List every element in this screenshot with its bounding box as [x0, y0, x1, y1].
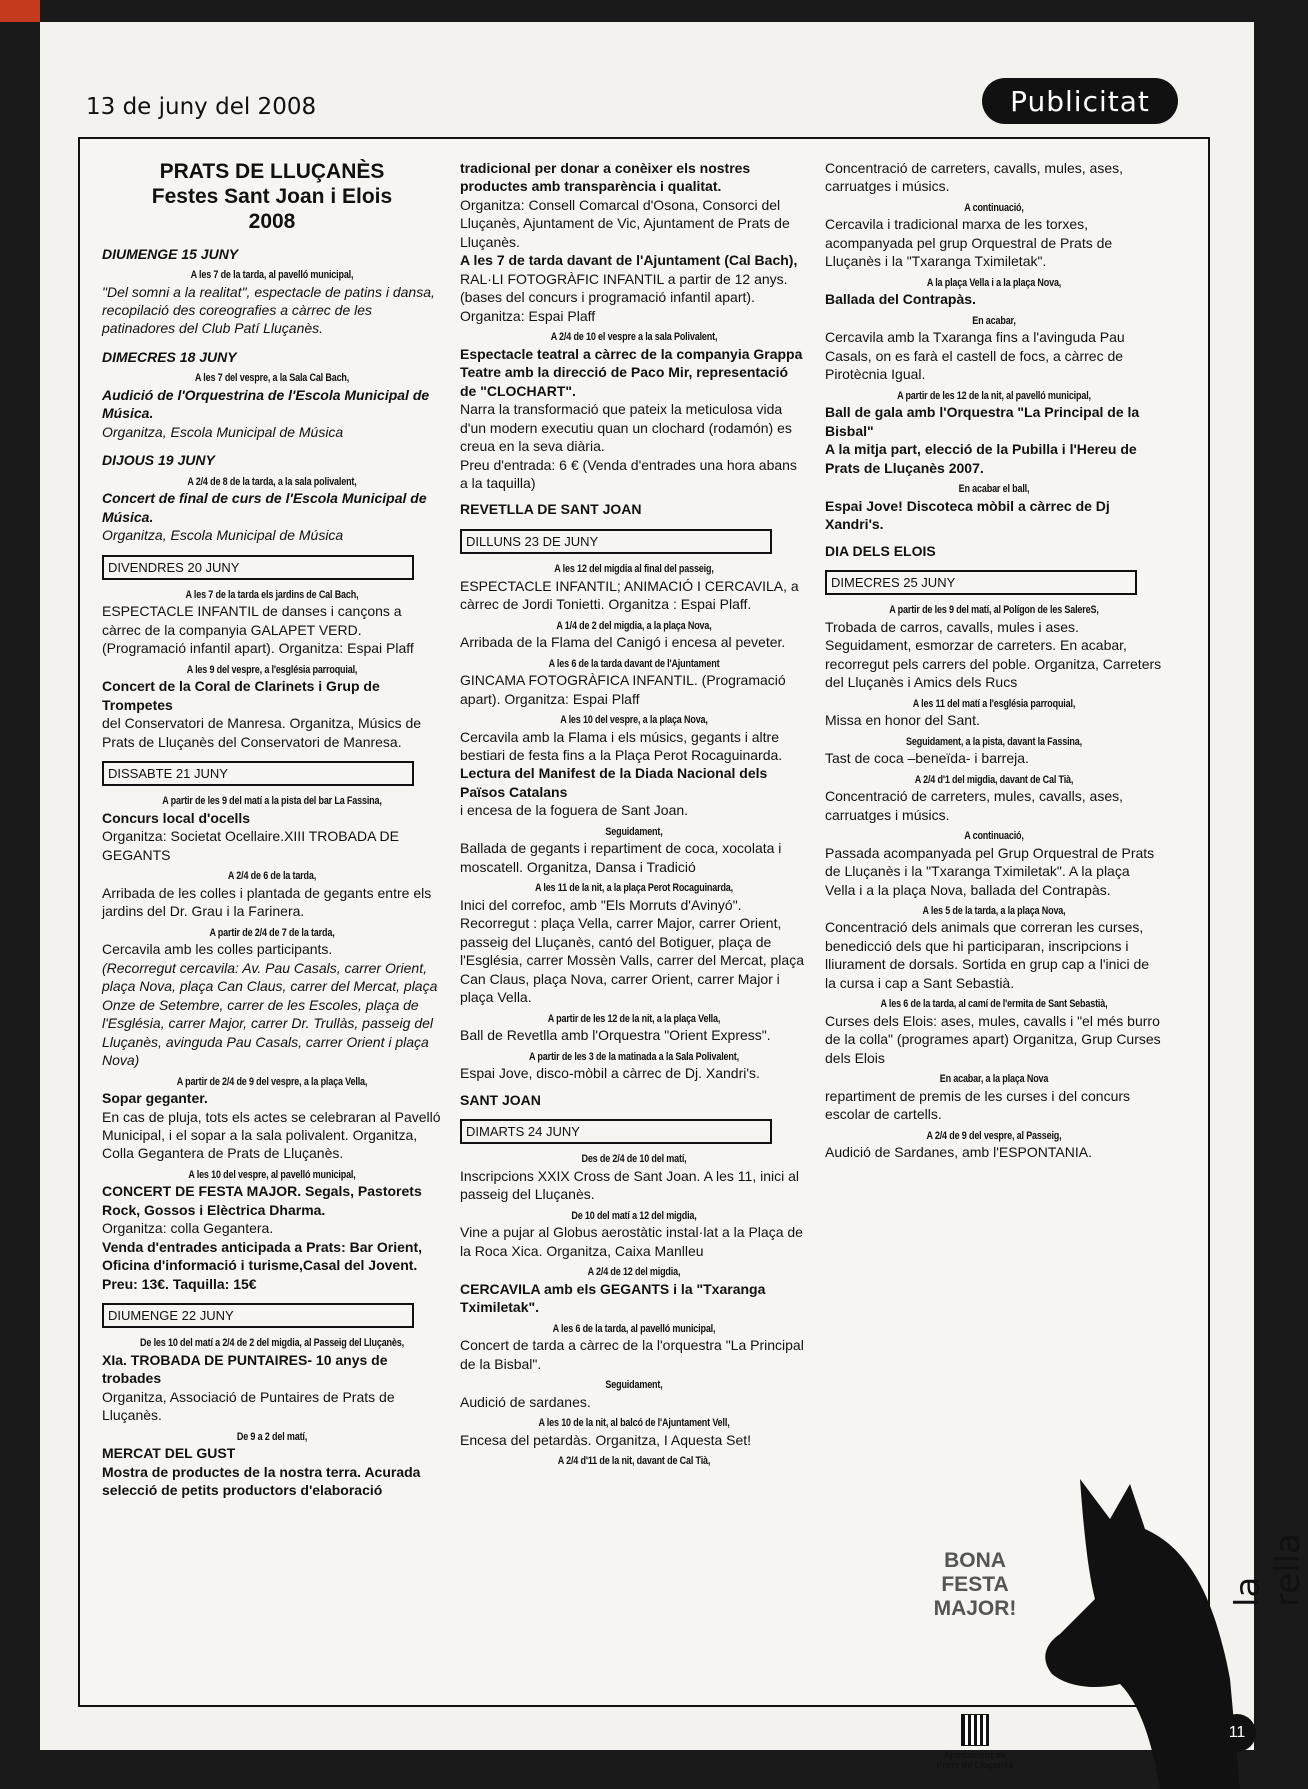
day-heading: DIJOUS 19 JUNY: [102, 452, 215, 469]
event-time: A les 7 del vespre, a la Sala Cal Bach,: [194, 372, 350, 385]
magazine-page: [40, 22, 1308, 1770]
event-time: A la plaça Vella i a la plaça Nova,: [926, 276, 1062, 289]
event-time: A les 7 de la tarda els jardins de Cal Bach,: [185, 588, 359, 601]
event-text: Trobada de carros, cavalls, mules i ases. Seguidament, esmorzar de carreters. En acabar, recorregut pels carrers del poble. Organitza, Carreters del Lluçanès i Amics dels Rucs: [825, 618, 1162, 691]
event-text: Organitza: colla Gegantera.: [102, 1220, 274, 1237]
event-text: repartiment de premis de les curses i del concurs escolar de cartells.: [825, 1087, 1131, 1123]
event-time: A partir de 2/4 de 7 de la tarda,: [209, 926, 335, 939]
event-text: Ball de Revetlla amb l'Orquestra "Orient Express".: [460, 1027, 771, 1044]
event-time: A les 11 del matí a l'església parroquial,: [912, 697, 1076, 710]
event-time: A 2/4 de 9 del vespre, al Passeig,: [926, 1129, 1062, 1142]
event-time: A 2/4 de 6 de la tarda,: [227, 870, 317, 883]
event-title: REVETLLA DE SANT JOAN: [460, 501, 642, 518]
council-logo: Ajuntament de Prats de Lluçanès: [925, 1714, 1025, 1770]
event-time: A 1/4 de 2 del migdia, a la plaça Nova,: [556, 619, 712, 632]
event-time: De 9 a 2 del matí,: [236, 1430, 308, 1443]
page-edge-mark: [0, 0, 40, 22]
event-time: A continuació,: [964, 201, 1024, 214]
event-time: A 2/4 de 10 el vespre a la sala Polivalent,: [550, 331, 718, 344]
event-time: A les 6 de la tarda, al pavelló municipal,: [552, 1322, 716, 1335]
event-time: A 2/4 de 12 del migdia,: [587, 1266, 681, 1279]
event-time: A les 10 del vespre, a la plaça Nova,: [560, 714, 708, 726]
event-title: Sopar geganter.: [102, 1090, 208, 1107]
event-text: (Recorregut cercavila: Av. Pau Casals, carrer Orient, plaça Nova, plaça Can Claus, carrer del Mercat, plaça Onze de Setembre, carrer de les Escoles, plaça de l'Església, carrer Major, carrer Dr. Trullàs, passeig del Lluçanès, avinguda Pau Casals, carrer Orient i plaça Nova): [102, 959, 438, 1069]
event-title: Concurs local d'ocells: [102, 809, 251, 826]
event-text: Curses dels Elois: ases, mules, cavalls i "el més burro de la colla" (programes apart) Organitza, Grup Curses dels Elois: [825, 1012, 1161, 1066]
event-text: Cercavila amb la Flama i els músics, gegants i altre bestiari de festa fins a la Plaça Perot Rocaguinarda.: [460, 728, 783, 763]
event-time: En acabar,: [972, 314, 1016, 327]
council-crest-icon: [961, 1714, 989, 1746]
event-time: A les 11 de la nit, a la plaça Perot Rocaguinarda,: [534, 882, 734, 895]
column-1: [102, 159, 442, 1500]
event-time: Seguidament,: [605, 1379, 663, 1392]
event-time: De les 10 del matí a 2/4 de 2 del migdia, al Passeig del Lluçanès,: [140, 1337, 404, 1350]
event-time: A les 12 del migdia al final del passeig,: [554, 563, 714, 576]
event-text: Arribada de les colles i plantada de gegants entre els jardins del Dr. Grau i la Farinera.: [102, 884, 432, 920]
event-title: DIA DELS ELOIS: [825, 542, 936, 559]
event-text: i encesa de la foguera de Sant Joan.: [460, 802, 689, 819]
event-time: A partir de les 9 del matí, al Polígon de les SalereS,: [889, 604, 1099, 617]
spacer: [460, 492, 808, 500]
event-title: CERCAVILA amb els GEGANTS i la "Txaranga Tximiletak".: [460, 1280, 766, 1316]
event-title: CONCERT DE FESTA MAJOR. Segals, Pastorets Rock, Gossos i Elèctrica Dharma.: [102, 1183, 422, 1218]
event-text: Tast de coca –beneïda- i barreja.: [825, 750, 1029, 767]
event-text: Concert de tarda a càrrec de la l'orquestra "La Principal de la Bisbal".: [460, 1337, 804, 1372]
event-title: A la mitja part, elecció de la Pubilla i l'Hereu de Prats de Lluçanès 2007.: [825, 441, 1137, 476]
event-text: Cercavila amb les colles participants.: [102, 941, 333, 958]
issue-date: 13 de juny del 2008: [86, 94, 317, 120]
event-time: A les 7 de la tarda, al pavelló municipal,: [190, 269, 354, 282]
column-2: [460, 159, 808, 1469]
festa-slogan: BONA FESTA MAJOR!: [933, 1549, 1017, 1621]
event-title: Espai Jove! Discoteca mòbil a càrrec de Dj Xandri's.: [825, 497, 1110, 533]
event-time: Seguidament, a la pista, davant la Fassina,: [906, 735, 1082, 748]
event-time: Des de 2/4 de 10 del matí,: [581, 1153, 687, 1166]
event-time: A les 10 del vespre, al pavelló municipal,: [188, 1168, 356, 1181]
event-time: A partir de les 3 de la matinada a la Sala Polivalent,: [529, 1050, 739, 1063]
event-text: Arribada de la Flama del Canigó i encesa al peveter.: [460, 634, 786, 651]
event-text: Concentració de carreters, mules, cavalls, ases, carruatges i músics.: [825, 788, 1124, 823]
day-heading-box: DIUMENGE 22 JUNY: [102, 1303, 414, 1328]
event-title: Ball de gala amb l'Orquestra "La Principal de la Bisbal": [825, 404, 1140, 439]
event-title: SANT JOAN: [460, 1091, 541, 1108]
event-text: GINCAMA FOTOGRÀFICA INFANTIL. (Programació apart). Organitza: Espai Plaff: [460, 672, 786, 707]
event-title: Ballada del Contrapàs.: [825, 291, 976, 308]
event-text: Inscripcions XXIX Cross de Sant Joan. A les 11, inici al passeig del Lluçanès.: [460, 1167, 800, 1203]
event-text: ESPECTACLE INFANTIL de danses i cançons a càrrec de la companyia GALAPET VERD. (Programació infantil apart). Organitza: Espai Plaff: [102, 603, 414, 657]
program-title: PRATS DE LLUÇANÈS Festes Sant Joan i Elois 2008: [151, 160, 393, 234]
event-text: Organitza, Associació de Puntaires de Prats de Lluçanès.: [102, 1388, 395, 1424]
event-text: Organitza: Consell Comarcal d'Osona, Consorci del Lluçanès, Ajuntament de Vic, Ajuntament de Prats de Lluçanès.: [460, 196, 790, 250]
day-heading-box: DIVENDRES 20 JUNY: [102, 555, 414, 580]
event-text: Organitza: Societat Ocellaire.XIII TROBADA DE GEGANTS: [102, 828, 399, 863]
event-time: A les 6 de la tarda davant de l'Ajuntament: [548, 657, 720, 670]
event-text: Concentració de carreters, cavalls, mules, ases, carruatges i músics.: [825, 160, 1124, 195]
day-heading-box: DIMARTS 24 JUNY: [460, 1119, 772, 1144]
event-title: XIa. TROBADA DE PUNTAIRES- 10 anys de trobades: [102, 1351, 388, 1387]
event-title: Lectura del Manifest de la Diada Nacional dels Països Catalans: [460, 765, 768, 800]
event-time: De 10 del matí a 12 del migdia,: [571, 1209, 697, 1222]
event-text: Inici del correfoc, amb "Els Morruts d'Avinyó". Recorregut : plaça Vella, carrer Major, carrer Orient, passeig del Lluçanès, cantó del Botiguer, plaça de l'Església, carrer Mossèn Valls, carrer del Mercat, plaça Can Claus, plaça Nova, carrer Orient, carrer Major i plaça Vella.: [460, 896, 804, 1006]
event-text: "Del somni a la realitat", espectacle de patins i dansa, recopilació des coreografies a càrrec de les patinadores del Club Patí Lluçanès.: [102, 283, 435, 337]
event-text: En cas de pluja, tots els actes se celebraran al Pavelló Municipal, i el sopar a la sala polivalent. Organitza, Colla Gegantera de Prats de Lluçanès.: [102, 1108, 441, 1162]
event-text: Concentració dels animals que correran les curses, benedicció dels que hi participaran, inscripcions i lliurament de dorsals. Sortida en grup cap a l'inici de la cursa i cap a Sant Sebastià.: [825, 919, 1150, 991]
event-title: Audició de l'Orquestrina de l'Escola Municipal de Música.: [102, 386, 430, 422]
spacer: [825, 534, 1163, 542]
event-time: A partir de les 12 de la nit, al pavelló municipal,: [897, 389, 1091, 402]
event-title: Concert de la Coral de Clarinets i Grup de Trompetes: [102, 678, 380, 713]
event-text: Organitza, Escola Municipal de Música: [102, 423, 344, 440]
section-badge: Publicitat: [982, 78, 1178, 124]
event-time: A partir de 2/4 de 9 del vespre, a la plaça Vella,: [176, 1075, 368, 1088]
day-heading: DIUMENGE 15 JUNY: [102, 245, 239, 262]
event-time: A 2/4 d'11 de la nit, davant de Cal Tià,: [557, 1455, 711, 1468]
event-time: A 2/4 de 8 de la tarda, a la sala polivalent,: [187, 475, 357, 488]
event-text: del Conservatori de Manresa. Organitza, Músics de Prats de Lluçanès del Conservatori de Manresa.: [102, 715, 422, 750]
event-text: Cercavila amb la Txaranga fins a l'avinguda Pau Casals, on es farà el castell de focs, a càrrec de Pirotècnia Igual.: [825, 329, 1125, 383]
event-text: Cercavila i tradicional marxa de les torxes, acompanyada pel grup Orquestral de Prats de Lluçanès i la "Txaranga Tximiletak".: [825, 216, 1113, 270]
event-time: En acabar el ball,: [958, 483, 1030, 496]
event-time: A 2/4 d'1 del migdia, davant de Cal Tià,: [914, 773, 1074, 786]
event-title: MERCAT DEL GUST: [102, 1445, 236, 1462]
page-number: 11: [1218, 1714, 1256, 1752]
event-text: Audició de Sardanes, amb l'ESPONTANIA.: [825, 1144, 1092, 1161]
event-text: Espai Jove, disco-mòbil a càrrec de Dj. Xandri's.: [460, 1065, 760, 1082]
event-text: ESPECTACLE INFANTIL; ANIMACIÓ I CERCAVILA, a càrrec de Jordi Tonietti. Organitza : Espai Plaff.: [460, 577, 799, 613]
event-text: Audició de sardanes.: [460, 1393, 591, 1410]
event-text: Encesa del petardàs. Organitza, I Aquesta Set!: [460, 1431, 752, 1448]
program-frame: [78, 137, 1210, 1770]
horse-head-icon: [1040, 1459, 1240, 1789]
event-text: Passada acompanyada pel Grup Orquestral de Prats de Lluçanès i la "Txaranga Tximiletak". A la plaça Vella i a la plaça Nova, ballada del Contrapàs.: [825, 844, 1155, 898]
event-text: Preu d'entrada: 6 € (Venda d'entrades una hora abans a la taquilla): [460, 456, 797, 492]
event-title: Concert de final de curs de l'Escola Municipal de Música.: [102, 490, 427, 525]
spacer: [460, 1083, 808, 1091]
event-title: A les 7 de tarda davant de l'Ajuntament (Cal Bach),: [460, 252, 798, 269]
day-heading-box: DIMECRES 25 JUNY: [825, 570, 1137, 595]
day-heading: DIMECRES 18 JUNY: [102, 348, 237, 365]
event-time: Seguidament,: [605, 825, 663, 838]
event-title: Venda d'entrades anticipada a Prats: Bar Orient, Oficina d'informació i turisme,Casal del Jovent. Preu: 13€. Taquilla: 15€: [102, 1238, 422, 1292]
event-time: A les 5 de la tarda, a la plaça Nova,: [922, 904, 1066, 917]
event-text: Narra la transformació que pateix la meticulosa vida d'un modern executiu quan un clochard (rodamón) es creua en la seva diària.: [460, 401, 792, 455]
day-heading-box: DILLUNS 23 DE JUNY: [460, 529, 772, 554]
event-title: tradicional per donar a conèixer els nostres productes amb transparència i qualitat.: [460, 160, 751, 195]
event-time: A continuació,: [964, 830, 1024, 843]
event-time: A partir de les 12 de la nit, a la plaça Vella,: [547, 1012, 721, 1025]
event-time: A les 6 de la tarda, al camí de l'ermita de Sant Sebastià,: [880, 998, 1108, 1011]
event-text: Organitza, Escola Municipal de Música: [102, 527, 344, 544]
event-title: Mostra de productes de la nostra terra. Acurada selecció de petits productors d'elaboració: [102, 1463, 421, 1499]
event-text: Missa en honor del Sant.: [825, 712, 980, 729]
event-title: Espectacle teatral a càrrec de la companyia Grappa Teatre amb la direcció de Paco Mir, representació de "CLOCHART".: [460, 345, 803, 399]
day-heading-box: DISSABTE 21 JUNY: [102, 761, 414, 786]
event-time: A les 9 del vespre, a l'església parroquial,: [186, 663, 358, 676]
column-3: [825, 159, 1163, 1162]
event-time: En acabar, a la plaça Nova: [939, 1073, 1049, 1086]
event-text: Ballada de gegants i repartiment de coca, xocolata i moscatell. Organitza, Dansa i Tradició: [460, 840, 782, 875]
event-text: Vine a pujar al Globus aerostàtic instal·lat a la Plaça de la Roca Xica. Organitza, Caixa Manlleu: [460, 1224, 803, 1259]
event-time: A les 10 de la nit, al balcó de l'Ajuntament Vell,: [538, 1417, 730, 1430]
event-text: RAL·LI FOTOGRÀFIC INFANTIL a partir de 12 anys. (bases del concurs i programació infantil apart). Organitza: Espai Plaff: [460, 270, 788, 324]
magazine-name: la rella: [1228, 1533, 1308, 1607]
event-time: A partir de les 9 del matí a la pista del bar La Fassina,: [162, 795, 382, 808]
